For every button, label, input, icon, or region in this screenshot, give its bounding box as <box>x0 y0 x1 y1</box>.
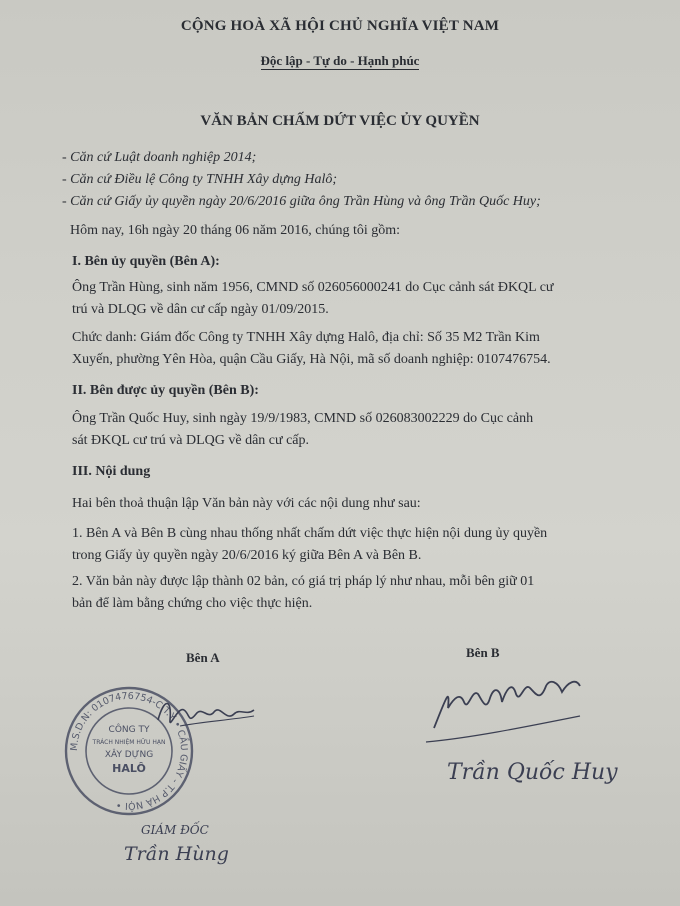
stamp-line-3: XÂY DỰNG <box>104 750 154 760</box>
stamp-line-2: TRÁCH NHIỆM HỮU HẠN <box>92 739 166 746</box>
legal-basis-2: - Căn cứ Điều lệ Công ty TNHH Xây dựng Halô; <box>62 172 338 187</box>
party-a-title: GIÁM ĐỐC <box>141 823 209 837</box>
national-motto <box>0 53 680 69</box>
party-a-label: Bên A <box>186 650 220 665</box>
stamp-ring-text: M.S.D.N: 0107476754-C.T.Y • CẦU GIẤY - T.P HÀ NỘI • <box>68 690 190 812</box>
intro-line: Hôm nay, 16h ngày 20 tháng 06 năm 2016, chúng tôi gồm: <box>70 223 400 238</box>
stamp-line-1: CÔNG TY <box>108 725 150 735</box>
section-2-line: Ông Trần Quốc Huy, sinh ngày 19/9/1983, CMND số 026083002229 do Cục cảnh <box>72 411 534 426</box>
section-1-line: Xuyến, phường Yên Hòa, quận Cầu Giấy, Hà Nội, mã số doanh nghiệp: 0107476754. <box>72 352 551 367</box>
motto-text: Độc lập - Tự do - Hạnh phúc <box>260 53 420 68</box>
section-1-line: trú và DLQG về dân cư cấp ngày 01/09/2015. <box>72 302 329 317</box>
section-1-line: Ông Trần Hùng, sinh năm 1956, CMND số 026056000241 do Cục cảnh sát ĐKQL cư <box>72 280 554 295</box>
national-header: CỘNG HOÀ XÃ HỘI CHỦ NGHĨA VIỆT NAM <box>180 18 500 34</box>
content-item-1: 1. Bên A và Bên B cùng nhau thống nhất chấm dứt việc thực hiện nội dung ủy quyền <box>72 526 548 541</box>
content-item-2-cont: bản để làm bằng chứng cho việc thực hiện. <box>72 596 313 611</box>
party-b-name: Trần Quốc Huy <box>447 760 618 785</box>
section-2-heading: II. Bên được ủy quyền (Bên B): <box>72 383 259 398</box>
section-1-line: Chức danh: Giám đốc Công ty TNHH Xây dựng Halô, địa chỉ: Số 35 M2 Trần Kim <box>72 330 540 345</box>
stamp-line-4: HALÔ <box>112 762 146 775</box>
legal-basis-3: - Căn cứ Giấy ủy quyền ngày 20/6/2016 giữa ông Trần Hùng và ông Trần Quốc Huy; <box>62 194 541 209</box>
section-3-heading: III. Nội dung <box>72 464 151 479</box>
section-3-intro: Hai bên thoả thuận lập Văn bản này với các nội dung như sau: <box>72 496 421 511</box>
party-b-label: Bên B <box>466 645 500 660</box>
party-b-signature <box>420 668 590 748</box>
section-2-line: sát ĐKQL cư trú và DLQG về dân cư cấp. <box>72 433 310 448</box>
document-title: VĂN BẢN CHẤM DỨT VIỆC ỦY QUYỀN <box>200 113 480 129</box>
party-a-name: Trần Hùng <box>124 843 229 865</box>
content-item-2: 2. Văn bản này được lập thành 02 bản, có giá trị pháp lý như nhau, mỗi bên giữ 01 <box>72 574 535 589</box>
party-a-signature <box>150 690 260 740</box>
section-1-heading: I. Bên ủy quyền (Bên A): <box>72 254 220 269</box>
content-item-1-cont: trong Giấy ủy quyền ngày 20/6/2016 ký giữa Bên A và Bên B. <box>72 548 422 563</box>
legal-basis-1: - Căn cứ Luật doanh nghiệp 2014; <box>62 150 257 165</box>
